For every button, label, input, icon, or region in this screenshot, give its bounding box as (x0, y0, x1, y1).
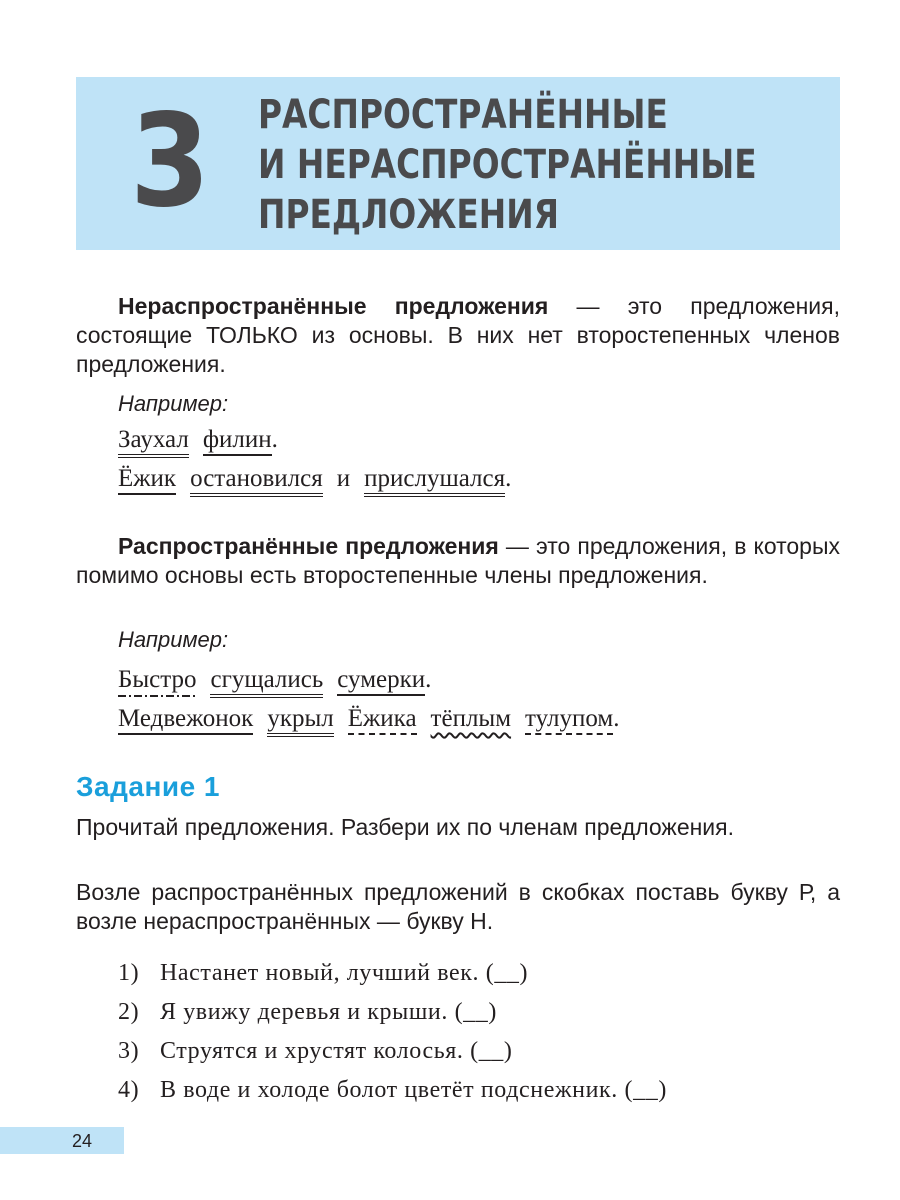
sentence-word-subject: филин (203, 426, 272, 456)
example-sentence (118, 664, 431, 698)
task-instruction: Возле распространённых предложений в скобках поставь букву Р, а возле нераспространённых — букву Н. (76, 879, 840, 934)
task-item (118, 1075, 667, 1105)
definition-term: Нераспространённые предложения (118, 293, 549, 319)
task-item (118, 1036, 513, 1066)
chapter-title-line: И НЕРАСПРОСТРАНЁННЫЕ (258, 142, 757, 188)
task-title: Задание 1 (76, 771, 221, 802)
definition-extended (76, 532, 840, 590)
sentence-word-attribute: тёплым (430, 705, 512, 732)
chapter-number: 3 (130, 87, 209, 236)
sentence-word-predicate: Заухал (118, 426, 189, 458)
task-item-number: 3) (118, 1038, 140, 1064)
example-label: Например: (118, 627, 229, 652)
chapter-title-line: ПРЕДЛОЖЕНИЯ (258, 192, 559, 238)
sentence-word-object: тулупом (525, 705, 613, 735)
answer-blank[interactable]: (__) (454, 999, 497, 1025)
punctuation: . (613, 705, 620, 732)
sentence-word-subject: сумерки (337, 666, 425, 696)
chapter-title-line: РАСПРОСТРАНЁННЫЕ (258, 92, 668, 138)
sentence-word-none: и (336, 465, 351, 492)
task-item (118, 997, 497, 1027)
answer-blank[interactable]: (__) (624, 1077, 667, 1103)
task-item-number: 4) (118, 1077, 140, 1103)
punctuation: . (271, 426, 278, 453)
definition-term: Распространённые предложения (118, 533, 499, 559)
definition-text: — это предложения, в которых помимо основы есть второстепенные члены предложения. (76, 533, 840, 588)
task-instruction: Прочитай предложения. Разбери их по членам предложения. (76, 814, 735, 840)
answer-blank[interactable]: (__) (470, 1038, 513, 1064)
task-item-text: Струятся и хрустят колосья. (160, 1038, 464, 1064)
task-item-text: В воде и холоде болот цветёт подснежник. (160, 1077, 618, 1103)
sentence-word-adverbial: Быстро (118, 666, 196, 697)
sentence-word-predicate: укрыл (267, 705, 333, 737)
chapter-title (258, 90, 757, 240)
example-sentence (118, 703, 620, 737)
page-number-tab (0, 1127, 124, 1154)
task-item-number: 1) (118, 960, 140, 986)
page-number: 24 (72, 1131, 93, 1151)
definition-unextended (76, 292, 840, 379)
sentence-word-subject: Медвежонок (118, 705, 253, 735)
answer-blank[interactable]: (__) (485, 960, 529, 986)
definition-text: — это предложения, состоящие ТОЛЬКО из основы. В них нет второстепенных членов предложения. (76, 293, 840, 377)
example-sentence (118, 424, 278, 458)
task-item-text: Я увижу деревья и крыши. (160, 999, 448, 1025)
sentence-word-predicate: сгущались (210, 666, 323, 698)
task-item-text: Настанет новый, лучший век. (160, 960, 480, 986)
task-item (118, 958, 528, 988)
example-label: Например: (118, 391, 229, 416)
sentence-word-predicate: остановился (190, 465, 323, 497)
task-item-number: 2) (118, 999, 140, 1025)
sentence-word-object: Ёжика (348, 705, 417, 735)
sentence-word-predicate: прислушался (364, 465, 505, 497)
sentence-word-subject: Ёжик (118, 465, 176, 495)
punctuation: . (505, 465, 512, 492)
punctuation: . (425, 666, 432, 693)
example-sentence (118, 463, 511, 497)
